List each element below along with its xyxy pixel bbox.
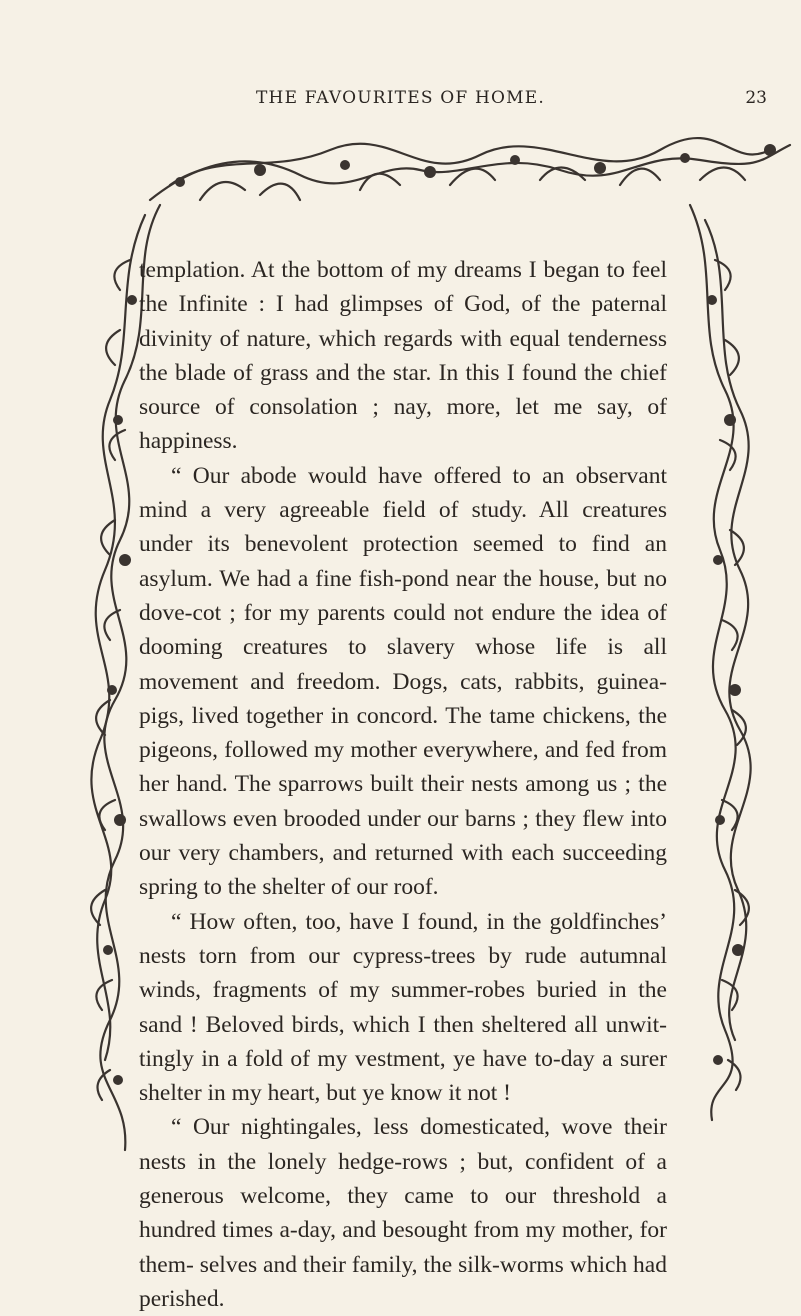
paragraph: “ Our nightingales, less domesticated, wove their nests in the lonely hedge-rows ; but, confident of a generous welcome, they came to our threshold a hundred times a-day, and besought from my mother, for them- selves and their family, the silk-worms which had perished. [139,1114,667,1312]
page-header [0,88,801,118]
paragraph: templation. At the bottom of my dreams I began to feel the Infinite : I had glimpses of God, of the paternal divinity of nature, which regards with equal tenderness the blade of grass and the star. In this I found the chief source of consolation ; nay, more, let me say, of happiness. [139,257,667,455]
page-number: 23 [745,88,767,108]
paragraph: “ How often, too, have I found, in the goldfinches’ nests torn from our cypress-trees by rude autumnal winds, fragments of my summer-robes buried in the sand ! Beloved birds, which I then sheltered all unwit- tingly in a fold of my vestment, ye have to-day a surer shelter in my heart, but ye know it not ! [139,908,667,1107]
paragraph: “ Our abode would have offered to an observant mind a very agreeable field of study. All creatures under its benevolent protection seemed to find an asylum. We had a fine fish-pond near the house, but no dove-cot ; for my parents could not endure the idea of dooming creatures to slavery whose life is all movement and freedom. Dogs, cats, rabbits, guinea-pigs, lived together in concord. The tame chickens, the pigeons, followed my mother everywhere, and fed from her hand. The sparrows built their nests among us ; the swallows even brooded under our barns ; they flew into our very chambers, and returned with each succeeding spring to the shelter of our roof. [139,462,667,901]
body-text [139,253,667,1316]
running-title: THE FAVOURITES OF HOME. [256,88,545,108]
